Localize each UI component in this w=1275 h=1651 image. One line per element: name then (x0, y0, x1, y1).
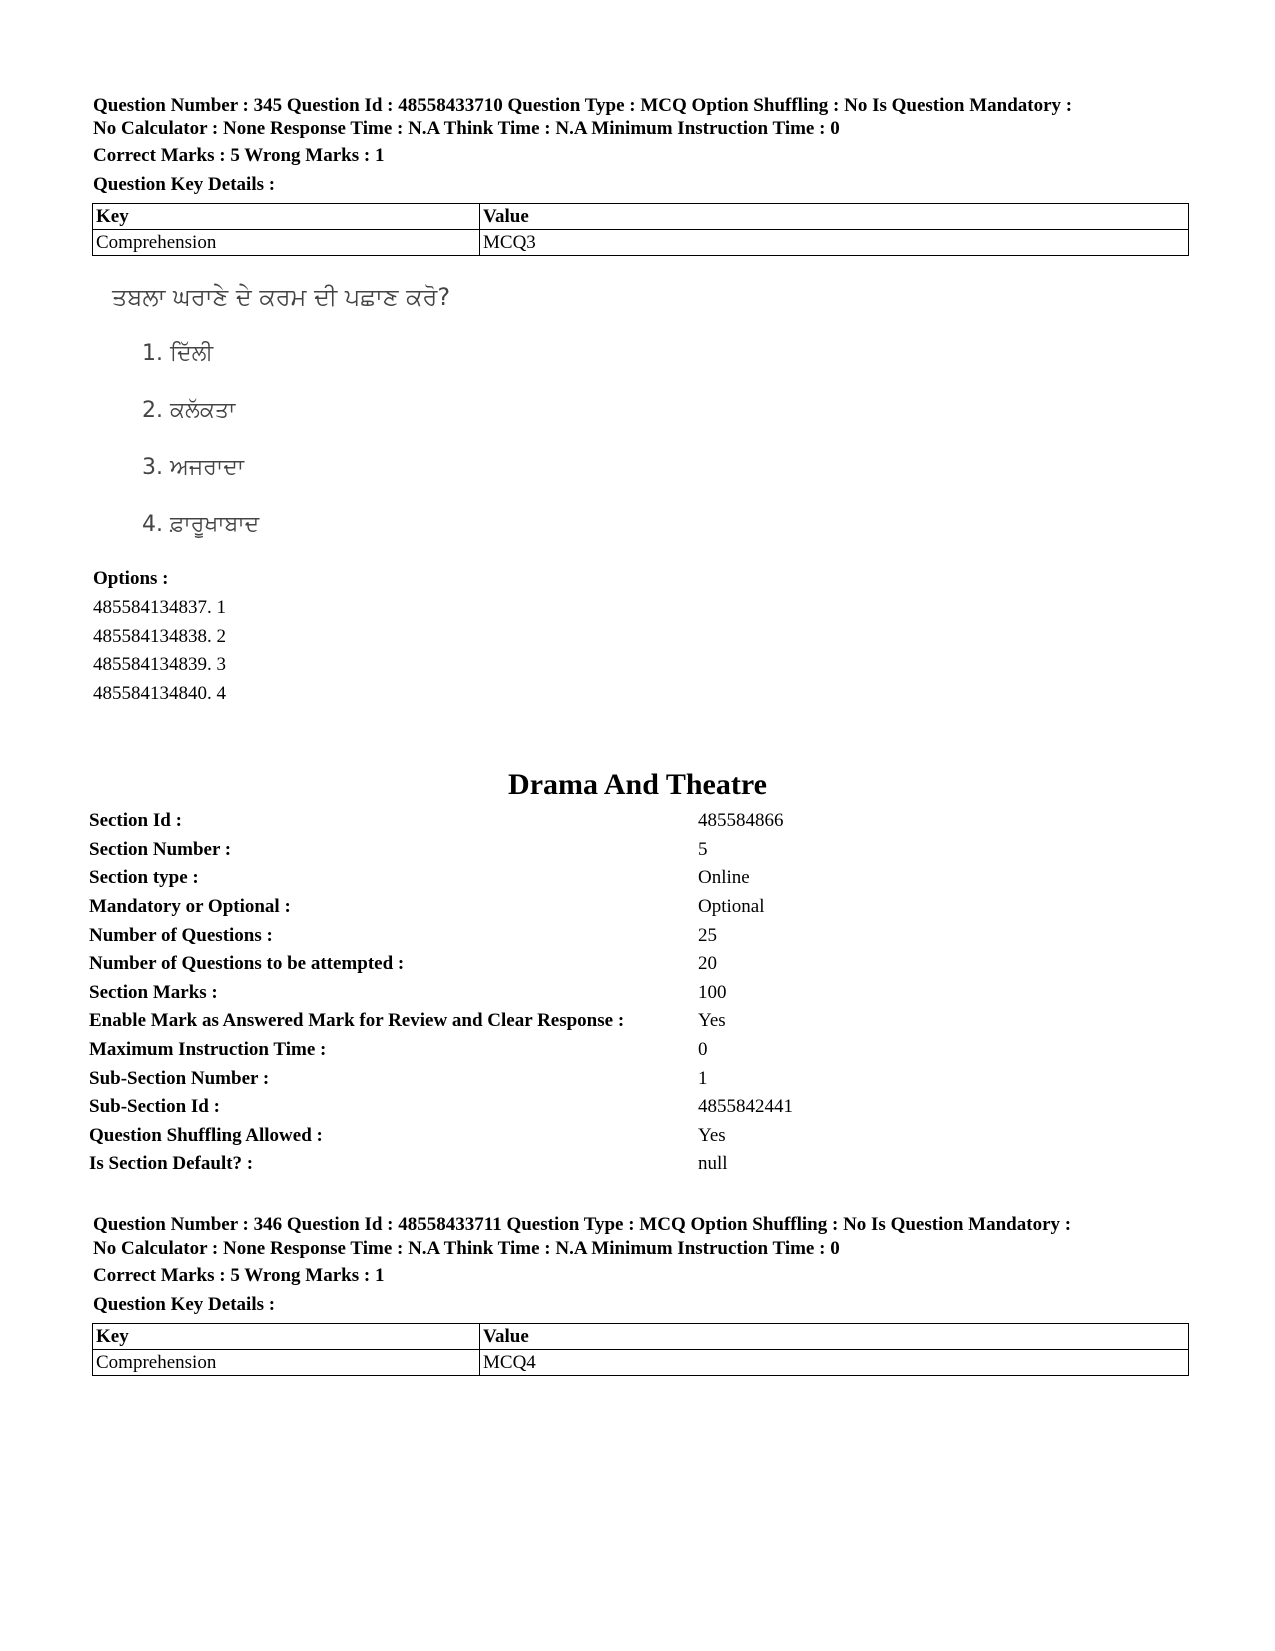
option-item: 485584134837. 1 (93, 597, 226, 618)
question-key-table (92, 203, 1189, 256)
option-item: 485584134839. 3 (93, 654, 226, 675)
question-meta-line-1: Question Number : 345 Question Id : 48558433710 Question Type : MCQ Option Shuffling : No Is Question Mandatory : (93, 95, 1073, 116)
question-key-details-label: Question Key Details : (93, 1294, 276, 1315)
section-row (89, 839, 1189, 868)
section-row-key: Question Shuffling Allowed : (89, 1125, 323, 1146)
section-row-value: 0 (698, 1039, 708, 1060)
section-row (89, 867, 1189, 896)
option-item: 485584134838. 2 (93, 626, 226, 647)
options-label: Options : (93, 568, 169, 589)
section-row (89, 982, 1189, 1011)
table-row (93, 230, 1189, 256)
section-row (89, 1039, 1189, 1068)
section-row-value: 485584866 (698, 810, 784, 831)
section-row-value: Online (698, 867, 750, 888)
section-row-value: Optional (698, 896, 765, 917)
section-row-key: Section Marks : (89, 982, 218, 1003)
section-row (89, 1125, 1189, 1154)
section-row (89, 953, 1189, 982)
section-row-value: null (698, 1153, 728, 1174)
section-row-key: Section Id : (89, 810, 182, 831)
table-header-row (93, 204, 1189, 230)
section-row-key: Maximum Instruction Time : (89, 1039, 327, 1060)
question-text: ਤਬਲਾ ਘਰਾਣੇ ਦੇ ਕਰਮ ਦੀ ਪਛਾਣ ਕਰੋ? (112, 283, 451, 311)
choice-item: 2. ਕਲੱਕਤਾ (142, 398, 236, 423)
table-header-key: Key (93, 1324, 480, 1350)
question-meta-line-1: Question Number : 346 Question Id : 48558433711 Question Type : MCQ Option Shuffling : No Is Question Mandatory : (93, 1214, 1072, 1235)
question-marks: Correct Marks : 5 Wrong Marks : 1 (93, 145, 385, 166)
section-row (89, 1068, 1189, 1097)
section-row-key: Section type : (89, 867, 199, 888)
section-title: Drama And Theatre (508, 768, 767, 801)
section-row-key: Mandatory or Optional : (89, 896, 291, 917)
section-row (89, 925, 1189, 954)
table-cell-key: Comprehension (93, 1350, 480, 1376)
choice-item: 1. ਦਿੱਲੀ (142, 341, 214, 366)
section-row-key: Sub-Section Id : (89, 1096, 220, 1117)
section-row-value: 5 (698, 839, 708, 860)
section-row-value: 25 (698, 925, 717, 946)
section-row (89, 1096, 1189, 1125)
section-row (89, 1153, 1189, 1182)
table-header-value: Value (480, 1324, 1189, 1350)
section-row-key: Section Number : (89, 839, 232, 860)
table-cell-value: MCQ3 (480, 230, 1189, 256)
section-row-value: Yes (698, 1125, 726, 1146)
section-row-value: 4855842441 (698, 1096, 793, 1117)
section-row (89, 1010, 1189, 1039)
section-row (89, 810, 1189, 839)
option-item: 485584134840. 4 (93, 683, 226, 704)
section-row-key: Is Section Default? : (89, 1153, 254, 1174)
section-row-key: Number of Questions to be attempted : (89, 953, 405, 974)
section-row-value: 20 (698, 953, 717, 974)
section-row-key: Number of Questions : (89, 925, 273, 946)
section-row-value: 1 (698, 1068, 708, 1089)
section-row-key: Sub-Section Number : (89, 1068, 270, 1089)
choice-item: 4. ਫ਼ਾਰੂਖਾਬਾਦ (142, 512, 260, 537)
question-key-details-label: Question Key Details : (93, 174, 276, 195)
section-row-key: Enable Mark as Answered Mark for Review and Clear Response : (89, 1010, 625, 1031)
section-row-value: Yes (698, 1010, 726, 1031)
table-header-key: Key (93, 204, 480, 230)
choice-item: 3. ਅਜਰਾਦਾ (142, 455, 245, 480)
table-cell-value: MCQ4 (480, 1350, 1189, 1376)
question-marks: Correct Marks : 5 Wrong Marks : 1 (93, 1265, 385, 1286)
table-row (93, 1350, 1189, 1376)
question-meta-line-2: No Calculator : None Response Time : N.A Think Time : N.A Minimum Instruction Time : 0 (93, 118, 840, 139)
table-header-value: Value (480, 204, 1189, 230)
question-meta-line-2: No Calculator : None Response Time : N.A Think Time : N.A Minimum Instruction Time : 0 (93, 1238, 840, 1259)
question-key-table (92, 1323, 1189, 1376)
section-row-value: 100 (698, 982, 727, 1003)
table-cell-key: Comprehension (93, 230, 480, 256)
table-header-row (93, 1324, 1189, 1350)
section-row (89, 896, 1189, 925)
